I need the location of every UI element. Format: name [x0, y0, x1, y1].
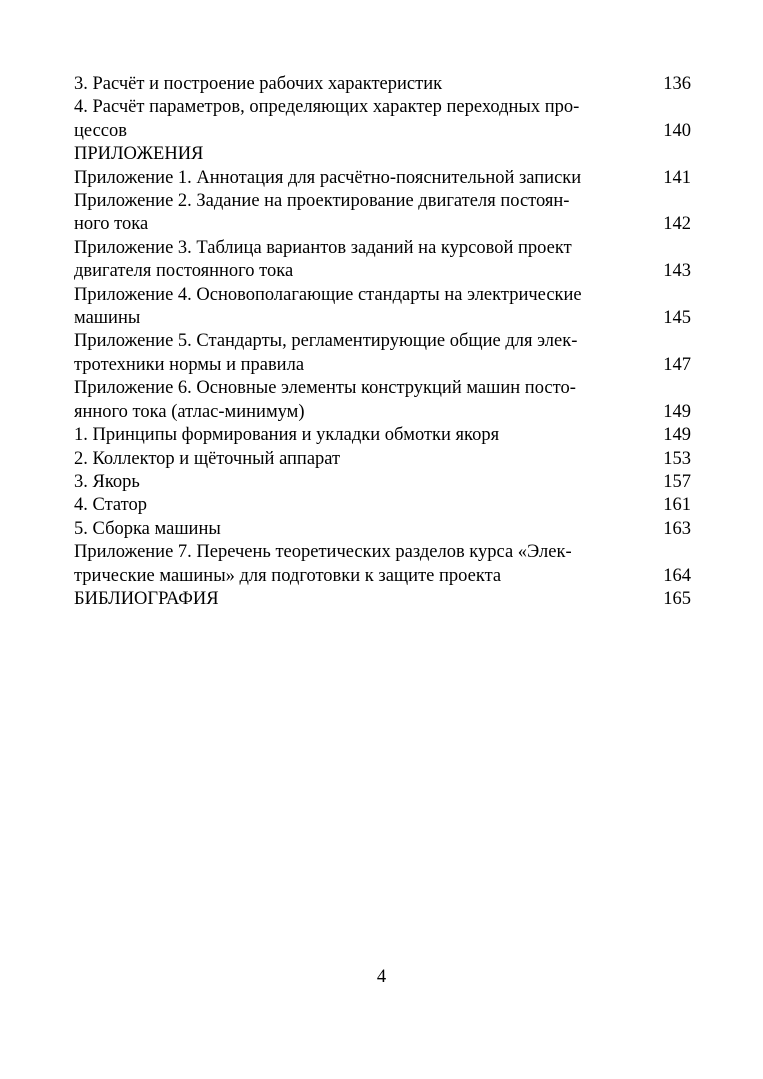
toc-entry-title: [74, 73, 646, 96]
toc-entry-line: тротехники нормы и правила: [74, 354, 305, 375]
toc-entry-line: 2. Коллектор и щёточный аппарат: [74, 448, 341, 469]
toc-entry: [74, 541, 691, 588]
toc-entry-line: цессов: [74, 120, 127, 141]
toc-entry-title: [74, 541, 646, 588]
toc-entry-line: 5. Сборка машины: [74, 518, 221, 539]
toc-entry-title: [74, 284, 646, 331]
toc-entry-line: 3. Расчёт и построение рабочих характеристик: [74, 74, 443, 94]
toc-entry-page: 163: [663, 518, 691, 539]
toc-entry: [74, 448, 691, 471]
toc-entry-title: [74, 96, 646, 143]
toc-entry: [74, 377, 691, 424]
toc-entry-line: янного тока (атлас-минимум): [74, 401, 305, 422]
toc-entry-line: 3. Якорь: [74, 471, 140, 492]
toc-entry-line: Приложение 3. Таблица вариантов заданий на курсовой проект: [74, 237, 572, 258]
toc-entry-title: [74, 167, 646, 190]
toc-entry: [74, 330, 691, 377]
toc-entry-line: Приложение 7. Перечень теоретических разделов курса «Элек-: [74, 542, 572, 563]
toc-entry-line: БИБЛИОГРАФИЯ: [74, 588, 219, 609]
toc-entry-line: машины: [74, 308, 141, 329]
toc-entry-line: 4. Статор: [74, 495, 147, 516]
toc-entry-line: Приложение 1. Аннотация для расчётно-пояснительной записки: [74, 167, 582, 188]
toc-entry-line: ного тока: [74, 214, 149, 235]
toc-entry-page: 136: [663, 74, 691, 94]
toc-entry-line: Приложение 5. Стандарты, регламентирующие общие для элек-: [74, 331, 578, 352]
toc-entry-title: [74, 494, 646, 517]
toc-entry: [74, 588, 691, 611]
toc-entry-page: 141: [663, 167, 691, 188]
toc-entry-title: [74, 588, 646, 611]
toc-entry: [74, 494, 691, 517]
toc-entry-title: [74, 190, 646, 237]
toc-entry-line: 1. Принципы формирования и укладки обмотки якоря: [74, 425, 500, 446]
toc-entry: [74, 471, 691, 494]
toc-entry-line: Приложение 6. Основные элементы конструкций машин посто-: [74, 378, 576, 399]
toc-entry-line: двигателя постоянного тока: [74, 261, 294, 282]
toc-entry-title: [74, 518, 646, 541]
toc-entry-page: 164: [663, 565, 691, 586]
toc-entry-page: 149: [663, 425, 691, 446]
toc-entry-page: 149: [663, 401, 691, 422]
table-of-contents: [74, 73, 691, 611]
toc-entry: [74, 190, 691, 237]
toc-entry: [74, 518, 691, 541]
toc-entry-title: [74, 448, 646, 471]
toc-entry: [74, 284, 691, 331]
toc-entry: [74, 237, 691, 284]
toc-entry-page: 153: [663, 448, 691, 469]
toc-entry-title: [74, 471, 646, 494]
toc-entry-page: 147: [663, 354, 691, 375]
toc-entry: [74, 96, 691, 143]
toc-entry-line: трические машины» для подготовки к защите проекта: [74, 565, 502, 586]
toc-entry: [74, 143, 691, 166]
toc-entry-title: [74, 330, 646, 377]
toc-entry-line: 4. Расчёт параметров, определяющих характер переходных про-: [74, 97, 580, 118]
toc-entry-page: 143: [663, 261, 691, 282]
toc-entry: [74, 167, 691, 190]
toc-entry: [74, 424, 691, 447]
toc-entry-line: Приложение 4. Основополагающие стандарты на электрические: [74, 284, 582, 305]
page-number: 4: [376, 967, 387, 987]
toc-entry-title: [74, 424, 646, 447]
toc-entry-line: Приложение 2. Задание на проектирование двигателя постоян-: [74, 191, 570, 212]
toc-entry-page: 165: [663, 588, 691, 609]
toc-entry-page: 157: [663, 471, 691, 492]
toc-entry-title: [74, 143, 646, 166]
toc-entry: [74, 73, 691, 96]
toc-entry-page: 161: [663, 495, 691, 516]
toc-entry-page: 140: [663, 120, 691, 141]
toc-entry-page: 145: [663, 308, 691, 329]
toc-entry-title: [74, 237, 646, 284]
toc-entry-page: 142: [663, 214, 691, 235]
toc-entry-title: [74, 377, 646, 424]
toc-entry-line: ПРИЛОЖЕНИЯ: [74, 144, 204, 165]
